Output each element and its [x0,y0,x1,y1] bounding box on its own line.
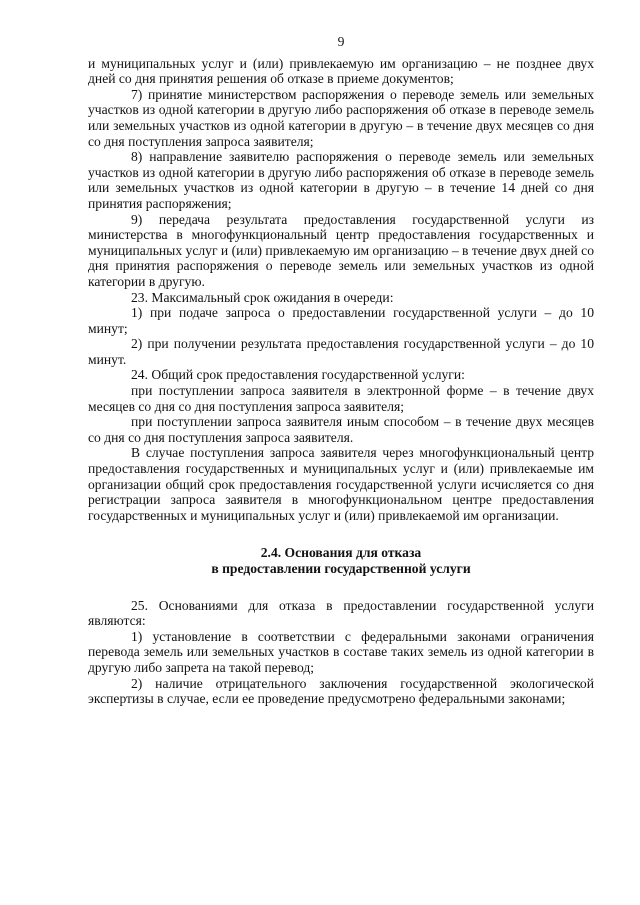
paragraph: и муниципальных услуг и (или) привлекаемую им организацию – не позднее двух дней со дня принятия решения об отказе в приеме документов; [88,55,594,87]
paragraphs-top [88,56,594,524]
paragraph: 8) направление заявителю распоряжения о переводе земель или земельных участков из одной категории в другую либо распоряжения об отказе в переводе земель или земельных участков из одной категории в другую – в течение 14 дней со дня принятия распоряжения; [88,149,594,211]
spacer [88,523,594,545]
paragraphs-bottom [88,598,594,707]
page-number: 9 [337,34,345,49]
paragraph: 1) при подаче запроса о предоставлении государственной услуги – до 10 минут; [88,305,594,336]
section-heading-line: в предоставлении государственной услуги [211,561,471,576]
paragraph: 7) принятие министерством распоряжения о переводе земель или земельных участков из одной категории в другую либо распоряжения об отказе в переводе земель или земельных участков из одной категории в другую – в течение двух месяцев со дня со дня поступления запроса заявителя; [88,86,594,149]
section-heading-line: 2.4. Основания для отказа [260,545,422,561]
paragraph: 2) наличие отрицательного заключения государственной экологической экспертизы в случае, если ее проведение предусмотрено федеральными законами; [88,675,594,707]
paragraph: В случае поступления запроса заявителя через многофункциональный центр предоставления государственных и муниципальных услуг и (или) привлекаемые им организации общий срок предоставления государственной услуги исчисляется со дня регистрации запроса заявителя в многофункциональном центре предоставления государственных и муниципальных услуг и (или) привлекаемой им организации. [88,445,594,523]
section-heading [88,545,594,576]
spacer [88,577,594,598]
paragraph: 25. Основаниями для отказа в предоставлении государственной услуги являются: [88,597,594,629]
paragraph: при поступлении запроса заявителя в электронной форме – в течение двух месяцев со дня со дня поступления запроса заявителя; [88,383,594,414]
paragraph: 23. Максимальный срок ожидания в очереди: [131,289,394,305]
document-page [88,34,594,707]
paragraph: при поступлении запроса заявителя иным способом – в течение двух месяцев со дня со дня поступления запроса заявителя. [88,414,594,445]
paragraph: 9) передача результата предоставления государственной услуги из министерства в многофункциональный центр предоставления государственных и муниципальных услуг и (или) привлекаемую им организацию – в течение двух дней со дня принятия распоряжения о переводе земель или земельных участков из одной категории в другую. [88,211,594,289]
paragraph: 2) при получении результата предоставления государственной услуги – до 10 минут. [88,336,594,367]
paragraph: 1) установление в соответствии с федеральными законами ограничения перевода земель или земельных участков в составе таких земель из одной категории в другую либо запрета на такой перевод; [88,628,594,675]
paragraph: 24. Общий срок предоставления государственной услуги: [131,367,465,383]
